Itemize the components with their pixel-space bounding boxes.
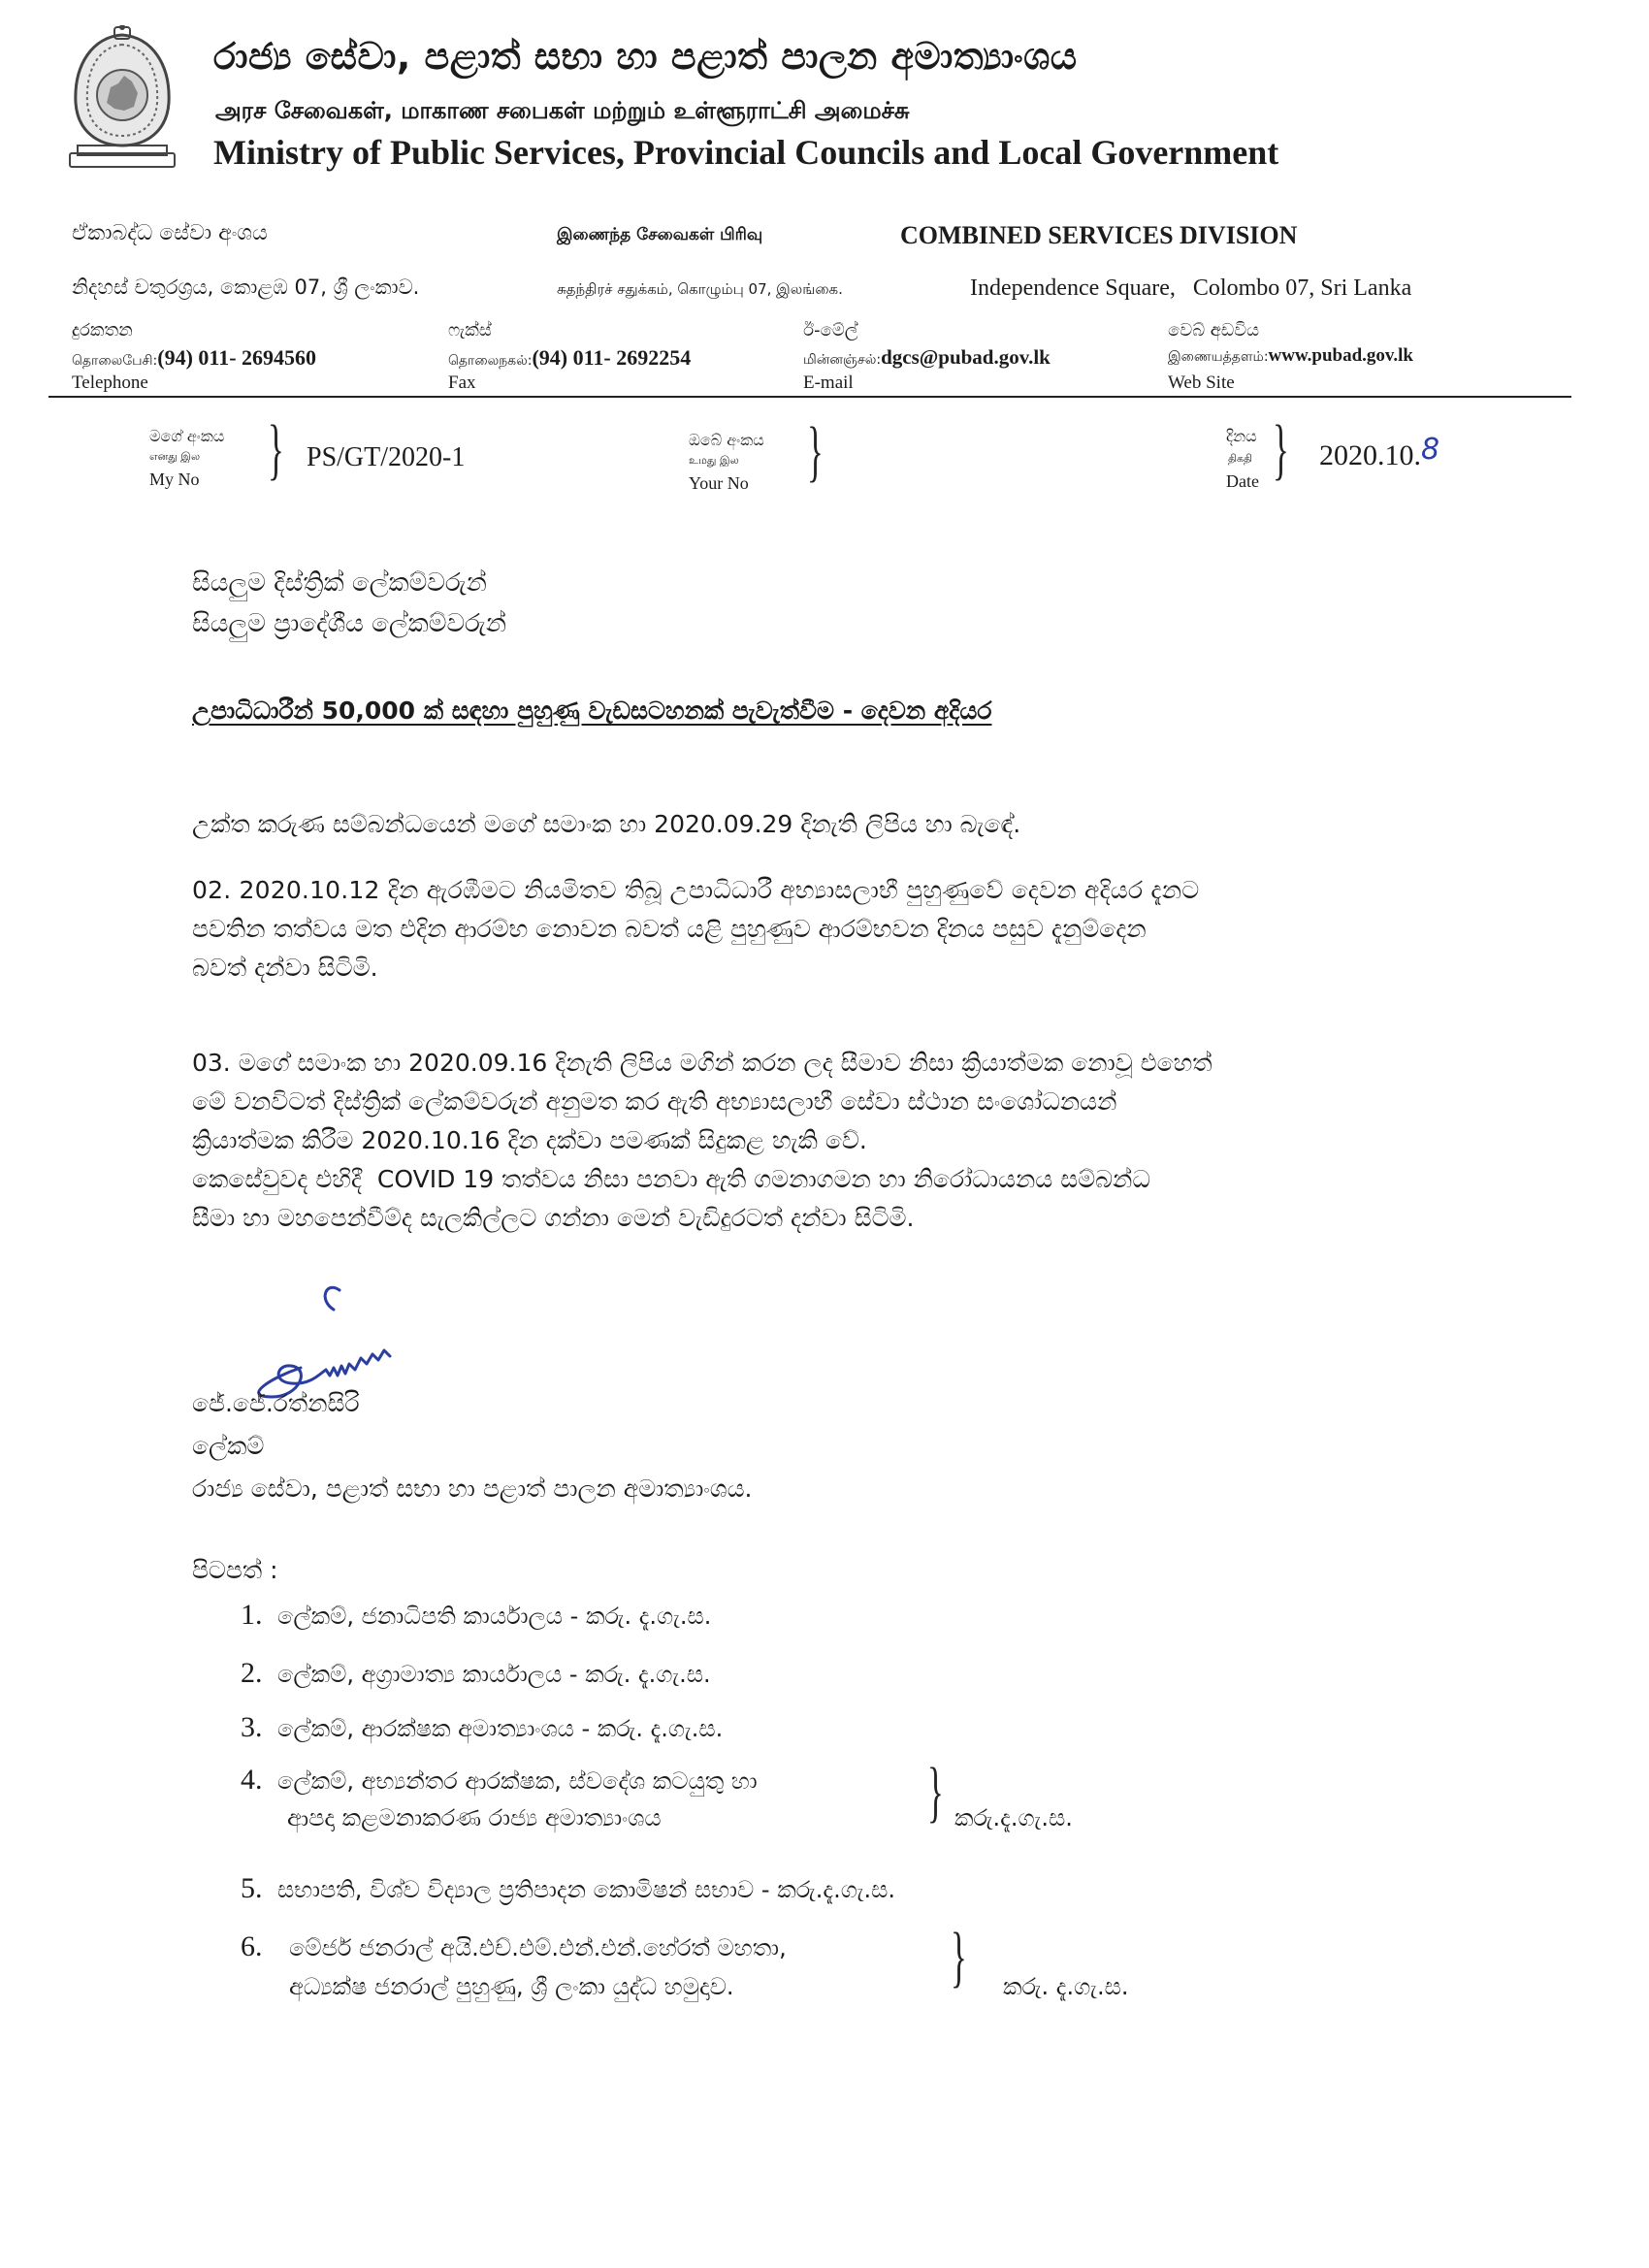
- copy-text: ලේකම්, ආරක්ෂක අමාත්‍යාංශය - කරු. දැ.ගැ.ස.: [277, 1715, 724, 1742]
- paragraph-line: බවත් දන්වා සිටිමි.: [192, 954, 378, 982]
- paragraph-line: සීමා හා මහපෙන්වීම්ද සැලකිල්ලට ගන්නා මෙන් වැඩිදුරටත් දන්වා සිටිමි.: [192, 1204, 915, 1232]
- contact-label-ta: தொலைநகல்:: [448, 353, 533, 369]
- contact-row: [72, 345, 316, 371]
- paragraph-2: [192, 871, 1199, 988]
- paragraph-line: ක්‍රියාත්මක කිරීම 2020.10.16 දින දක්වා පමණක් සිදුකළ හැකි වේ.: [192, 1126, 867, 1154]
- copy-text: අධ්‍යක්ෂ ජනරාල් පුහුණු, ශ්‍රී ලංකා යුද්ධ හමුදාව.: [289, 1973, 734, 2000]
- telephone-value: (94) 011- 2694560: [157, 345, 317, 370]
- contact-label-si: දුරකතන: [72, 320, 133, 340]
- contact-label-en: Web Site: [1168, 373, 1235, 393]
- paragraph-line: පවතින තත්වය මත එදින ආරම්භ නොවන බවත් යළි පුහුණුව ආරම්භවන දිනය පසුව දැනුම්දෙන: [192, 915, 1147, 943]
- paragraph-line: කෙසේවුවද එහිදී COVID 19 තත්වය නිසා පනවා ඇති ගමනාගමන හා නිරෝධායනය සම්බන්ධ: [192, 1165, 1150, 1193]
- ref-label-si: දිනය: [1226, 427, 1257, 445]
- brace: }: [1273, 412, 1289, 487]
- paragraph-line: 03. මගේ සමාංක හා 2020.09.16 දිනැති ලිපිය මගින් කරන ලද සීමාව නිසා ක්‍රියාත්මක නොවූ එහෙත්: [192, 1049, 1212, 1077]
- email-value[interactable]: dgcs@pubad.gov.lk: [881, 345, 1051, 369]
- signatory-title: ලේකම්: [192, 1432, 265, 1460]
- address-english: Independence Square, Colombo 07, Sri Lanka: [970, 275, 1412, 301]
- signatory-organization: රාජ්‍ය සේවා, පළාත් සභා හා පළාත් පාලන අමාත්‍යාංශය.: [192, 1474, 753, 1503]
- ref-label-en: Date: [1226, 471, 1259, 491]
- date-printed: 2020.10.: [1319, 439, 1421, 471]
- my-no-value: PS/GT/2020-1: [307, 442, 466, 472]
- fax-value: (94) 011- 2692254: [532, 345, 692, 370]
- copy-text: ආපදා කළමනාකරණ රාජ්‍ය අමාත්‍යාංශය: [287, 1804, 662, 1831]
- copy-note: කරු. දැ.ගැ.ස.: [1003, 1973, 1129, 2000]
- brace: }: [807, 414, 824, 489]
- paragraph-1: උක්ත කරුණ සම්බන්ධයෙන් මගේ සමාංක හා 2020.09.29 දිනැති ලිපිය හා බැඳේ.: [192, 810, 1021, 838]
- ref-label-en: My No: [149, 470, 200, 489]
- contact-row: [803, 345, 1051, 370]
- contact-label-en: Fax: [448, 373, 476, 393]
- copy-number: 6.: [241, 1930, 263, 1962]
- paragraph-3: [192, 1044, 1212, 1238]
- contact-label-en: Telephone: [72, 373, 148, 393]
- brace: }: [951, 1920, 967, 1994]
- header-divider: [48, 396, 1571, 398]
- copy-number: 2.: [241, 1657, 263, 1689]
- contact-label-si: වෙබ් අඩවිය: [1168, 320, 1260, 340]
- recipient-divisional-secretaries: සියලුම ප්‍රාදේශීය ලේකම්වරුන්: [192, 609, 507, 638]
- division-tamil: இணைந்த சேவைகள் பிரிவு: [557, 225, 763, 244]
- contact-label-ta: தொலைபேசி:: [72, 353, 158, 369]
- date-handwritten-day: 8: [1421, 433, 1440, 467]
- copy-number: 4.: [241, 1764, 263, 1796]
- copies-heading: පිටපත් :: [192, 1556, 278, 1584]
- paragraph-line: මේ වනවිටත් දිස්ත්‍රික් ලේකම්වරුන් අනුමත කර ඇති අභ්‍යාසලාභී සේවා ස්ථාන සංශෝධනයන්: [192, 1087, 1117, 1116]
- division-sinhala: ඒකාබද්ධ සේවා අංශය: [72, 221, 268, 245]
- address-sinhala: නිදහස් චතුරශ්‍රය, කොළඹ 07, ශ්‍රී ලංකාව.: [72, 275, 420, 299]
- contact-label-en: E-mail: [803, 373, 854, 393]
- brace: }: [268, 412, 284, 487]
- ministry-title-tamil: அரச சேவைகள், மாகாண சபைகள் மற்றும் உள்ளூராட்சி அமைச்சு: [215, 97, 910, 124]
- paragraph-line: 02. 2020.10.12 දින ඇරඹීමට නියමිතව තිබූ උපාධිධාරී අභ්‍යාසලාභී පුහුණුවේ දෙවන අදියර දැනට: [192, 876, 1200, 904]
- signatory-name: ජේ.ජේ.රත්නසිරි: [192, 1389, 360, 1417]
- website-value[interactable]: www.pubad.gov.lk: [1268, 345, 1413, 366]
- copy-number: 1.: [241, 1599, 263, 1631]
- copy-text: සභාපති, විශ්ව විද්‍යාල ප්‍රතිපාදන කොමිෂන් සභාව - කරු.දැ.ගැ.ස.: [277, 1876, 896, 1903]
- ref-label-en: Your No: [689, 473, 749, 493]
- copy-number: 5.: [241, 1872, 263, 1904]
- contact-row: [1168, 345, 1413, 367]
- contact-label-si: ඊ-මේල්: [803, 320, 858, 340]
- brace: }: [927, 1755, 944, 1830]
- copy-text: ලේකම්, අග්‍රාමාත්‍ය කාර්යාලය - කරු. දැ.ගැ.ස.: [277, 1661, 711, 1688]
- handwritten-signature: [233, 1261, 427, 1407]
- copy-number: 3.: [241, 1711, 263, 1743]
- ref-label-ta: உமது இல: [689, 454, 739, 467]
- copy-text: මේජර් ජනරාල් අයි.එච්.එම්.එන්.එන්.හේරත් මහතා,: [289, 1934, 787, 1961]
- address-tamil: சுதந்திரச் சதுக்கம், கொழும்பு 07, இலங்கை.: [557, 280, 843, 298]
- ref-label-ta: எனது இல: [149, 450, 201, 463]
- ref-label-si: මගේ අංකය: [149, 427, 225, 445]
- sri-lanka-emblem: [64, 25, 180, 171]
- copy-text: ලේකම්, අභ්‍යන්තර ආරක්ෂක, ස්වදේශ කටයුතු හා: [277, 1767, 758, 1795]
- ministry-title-english: Ministry of Public Services, Provincial Councils and Local Government: [213, 133, 1279, 172]
- contact-label-si: ෆැක්ස්: [448, 320, 492, 340]
- ref-label-ta: திகதி: [1228, 452, 1253, 465]
- recipient-district-secretaries: සියලුම දිස්ත්‍රික් ලේකම්වරුන්: [192, 568, 487, 598]
- contact-label-ta: மின்னஞ்சல்:: [803, 352, 882, 368]
- date-value: [1319, 433, 1440, 472]
- ministry-title-sinhala: රාජ්‍ය සේවා, පළාත් සභා හා පළාත් පාලන අමාත්‍යාංශය: [213, 35, 1078, 78]
- subject-line: උපාධිධාරීන් 50,000 ක් සඳහා පුහුණු වැඩසටහනක් පැවැත්වීම - දෙවන අදියර: [192, 697, 992, 725]
- contact-label-ta: இணையத்தளம்:: [1168, 349, 1269, 365]
- copy-text: ලේකම්, ජනාධිපති කාර්යාලය - කරු. දැ.ගැ.ස.: [277, 1603, 712, 1630]
- copy-note: කරු.දැ.ගැ.ස.: [954, 1804, 1073, 1831]
- contact-row: [448, 345, 691, 371]
- division-english: COMBINED SERVICES DIVISION: [900, 221, 1298, 249]
- ref-label-si: ඔබේ අංකය: [689, 431, 764, 449]
